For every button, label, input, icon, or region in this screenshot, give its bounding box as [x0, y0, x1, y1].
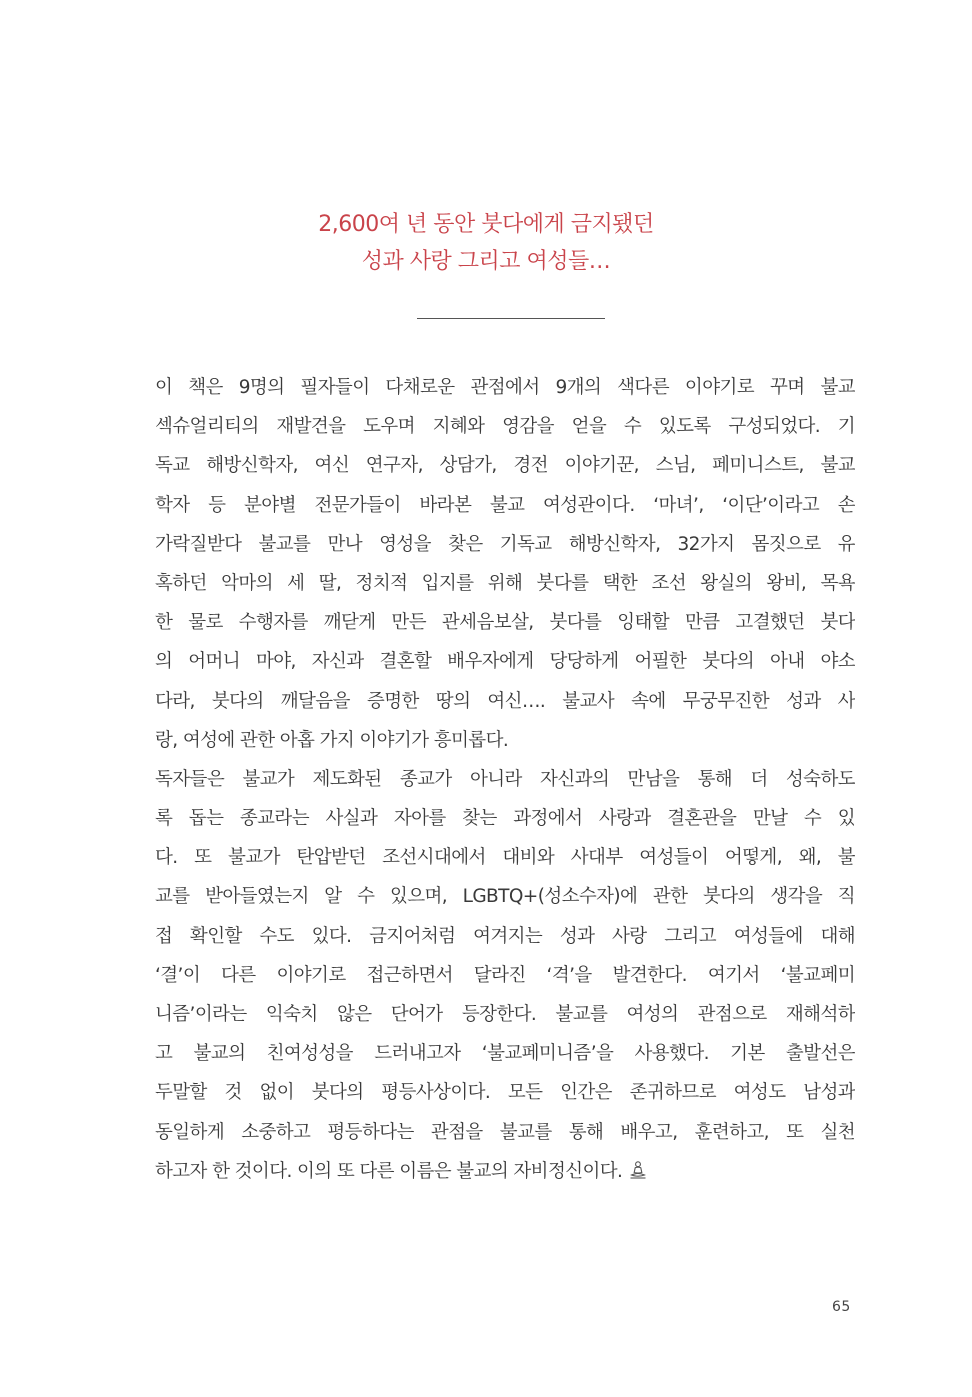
- text-line: 혹하던 악마의 세 딸, 정치적 입지를 위해 붓다를 택한 조선 왕실의 왕비, 목욕: [155, 572, 855, 594]
- text-line: 다. 또 불교가 탄압받던 조선시대에서 대비와 사대부 여성들이 어떻게, 왜, 불: [155, 847, 855, 869]
- text-line: 가락질받다 불교를 만나 영성을 찾은 기독교 해방신학자, 32가지 몸짓으로 유: [155, 533, 855, 555]
- text-line: 독교 해방신학자, 여신 연구자, 상담가, 경전 이야기꾼, 스님, 페미니스트, 불교: [155, 455, 855, 477]
- page-number: 65: [832, 1299, 851, 1315]
- text-line: 교를 받아들였는지 알 수 있으며, LGBTQ+(성소수자)에 관한 붓다의 생각을 직: [155, 886, 855, 908]
- text-line: 이 책은 9명의 필자들이 다채로운 관점에서 9개의 색다른 이야기로 꾸며 불교: [155, 377, 855, 398]
- text-line: ‘결’이 다른 이야기로 접근하면서 달라진 ‘격’을 발견한다. 여기서 ‘불교페미: [155, 964, 855, 986]
- heading-line-1: 2,600여 년 동안 붓다에게 금지됐던: [318, 212, 654, 237]
- text-line: 접 확인할 수도 있다. 금지어처럼 여겨지는 성과 사랑 그리고 여성들에 대해: [155, 925, 855, 947]
- text-line: 학자 등 분야별 전문가들이 바라본 불교 여성관이다. ‘마녀’, ‘이단’이라고 손: [155, 494, 855, 516]
- last-text-line: [155, 1152, 855, 1191]
- text-line: 랑, 여성에 관한 아홉 가지 이야기가 흥미롭다.: [155, 729, 509, 751]
- text-line: 한 물로 수행자를 깨닫게 만든 관세음보살, 붓다를 잉태할 만큼 고결했던 붓다: [155, 612, 855, 634]
- text-line: 두말할 것 없이 붓다의 평등사상이다. 모든 인간은 존귀하므로 여성도 남성과: [155, 1082, 855, 1104]
- text-line: 독자들은 불교가 제도화된 종교가 아니라 자신과의 만남을 통해 더 성숙하도: [155, 768, 855, 790]
- heading-line-2: 성과 사랑 그리고 여성들…: [361, 249, 611, 274]
- text-line: 섹슈얼리티의 재발견을 도우며 지혜와 영감을 얻을 수 있도록 구성되었다. 기: [155, 416, 855, 438]
- text-line-content: 하고자 한 것이다. 이의 또 다른 이름은 불교의 자비정신이다.: [155, 1160, 623, 1182]
- page-heading: [0, 206, 972, 280]
- body-text: [155, 368, 855, 1191]
- text-line: 고 불교의 친여성성을 드러내고자 ‘불교페미니즘’을 사용했다. 기본 출발선은: [155, 1043, 855, 1065]
- buddha-figure-icon: [628, 1155, 648, 1191]
- text-line: 동일하게 소중하고 평등하다는 관점을 불교를 통해 배우고, 훈련하고, 또 실천: [155, 1121, 855, 1143]
- heading-divider: [417, 318, 605, 319]
- text-line: 의 어머니 마야, 자신과 결혼할 배우자에게 당당하게 어필한 붓다의 아내 야소: [155, 651, 855, 673]
- text-line: 다라, 붓다의 깨달음을 증명한 땅의 여신…. 불교사 속에 무궁무진한 성과 사: [155, 690, 855, 712]
- paragraph-2: [155, 760, 855, 1191]
- text-line: 니즘’이라는 익숙치 않은 단어가 등장한다. 불교를 여성의 관점으로 재해석하: [155, 1004, 855, 1025]
- text-line: 록 돕는 종교라는 사실과 자아를 찾는 과정에서 사랑과 결혼관을 만날 수 있: [155, 808, 855, 830]
- paragraph-1: [155, 368, 855, 760]
